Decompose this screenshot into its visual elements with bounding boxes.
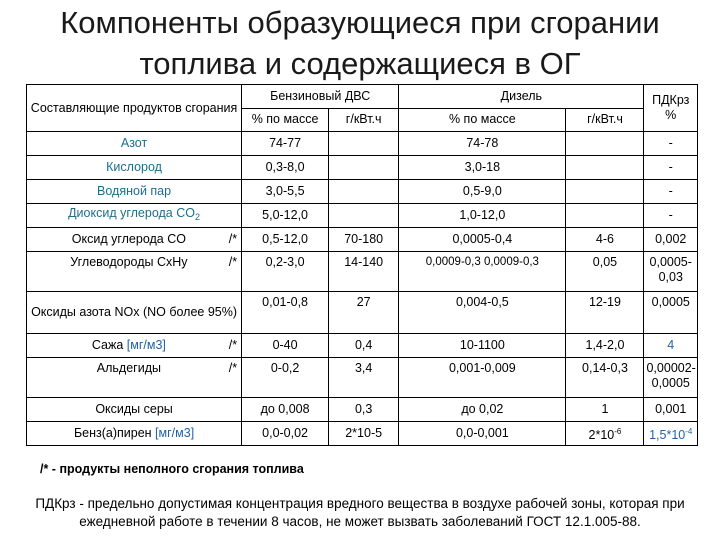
petrol-pct-cell: 0,3-8,0 bbox=[242, 156, 329, 180]
row-label: Кислород bbox=[27, 156, 242, 180]
table-row bbox=[27, 132, 698, 156]
header-pdk bbox=[644, 85, 698, 132]
diesel-g-cell: 0,14-0,3 bbox=[566, 358, 644, 398]
diesel-pct-cell: 10-1100 bbox=[399, 334, 566, 358]
title-line-2: топлива и содержащиеся в ОГ bbox=[139, 46, 581, 81]
table-row bbox=[27, 334, 698, 358]
incomplete-combustion-mark: /* bbox=[228, 232, 238, 246]
diesel-pct-cell: 0,0005-0,4 bbox=[399, 228, 566, 252]
slide-title bbox=[0, 2, 720, 84]
petrol-pct-cell: 0-0,2 bbox=[242, 358, 329, 398]
pdk-cell: - bbox=[644, 204, 698, 228]
petrol-pct-cell: 0,01-0,8 bbox=[242, 292, 329, 334]
incomplete-combustion-mark: /* bbox=[228, 338, 238, 352]
table-row bbox=[27, 228, 698, 252]
row-label bbox=[27, 252, 242, 292]
pdk-definition-footer: ПДКрз - предельно допустимая концентрация вредного вещества в воздухе рабочей зоны, которая при ежедневной работе в течении 8 часов, не может вызвать заболеваний ГОСТ 12.1.005-88. bbox=[35, 496, 685, 529]
petrol-g-cell: 0,4 bbox=[329, 334, 399, 358]
header-diesel-pct: % по массе bbox=[399, 108, 566, 132]
petrol-pct-cell: 5,0-12,0 bbox=[242, 204, 329, 228]
diesel-g-value: 2*10 bbox=[588, 428, 615, 442]
header-diesel: Дизель bbox=[399, 85, 644, 109]
petrol-g-cell bbox=[329, 132, 399, 156]
table-row bbox=[27, 204, 698, 228]
diesel-pct-cell: до 0,02 bbox=[399, 398, 566, 422]
petrol-pct-cell: 0,5-12,0 bbox=[242, 228, 329, 252]
table-row bbox=[27, 180, 698, 204]
pdk-cell: 0,00002-0,0005 bbox=[644, 358, 698, 398]
petrol-pct-cell: 0,2-3,0 bbox=[242, 252, 329, 292]
pdk-exponent: -4 bbox=[685, 427, 693, 436]
header-pdk-unit: % bbox=[665, 108, 677, 122]
petrol-g-cell bbox=[329, 204, 399, 228]
row-label-text: Бенз(а)пирен bbox=[73, 426, 152, 440]
pdk-cell: 0,0005-0,03 bbox=[644, 252, 698, 292]
header-pdk-label: ПДКрз bbox=[652, 93, 690, 107]
header-component: Составляющие продуктов сгорания bbox=[27, 85, 242, 132]
row-label: Оксиды серы bbox=[27, 398, 242, 422]
row-label-text: Диоксид углерода CO bbox=[68, 206, 195, 220]
row-label: Оксиды азота NOx (NO более 95%) bbox=[27, 292, 242, 334]
diesel-pct-cell: 0,004-0,5 bbox=[399, 292, 566, 334]
diesel-g-cell bbox=[566, 132, 644, 156]
petrol-pct-cell: 74-77 bbox=[242, 132, 329, 156]
header-row-1 bbox=[27, 85, 698, 109]
combustion-components-table bbox=[26, 84, 698, 446]
header-petrol: Бензиновый ДВС bbox=[242, 85, 399, 109]
diesel-g-cell bbox=[566, 204, 644, 228]
petrol-pct-cell: 0,0-0,02 bbox=[242, 422, 329, 446]
header-petrol-g: г/кВт.ч bbox=[329, 108, 399, 132]
pdk-cell: 4 bbox=[644, 334, 698, 358]
diesel-g-cell: 1 bbox=[566, 398, 644, 422]
pdk-cell: 0,0005 bbox=[644, 292, 698, 334]
table-row bbox=[27, 422, 698, 446]
incomplete-combustion-mark: /* bbox=[228, 255, 238, 269]
table-row bbox=[27, 292, 698, 334]
petrol-g-cell: 27 bbox=[329, 292, 399, 334]
diesel-g-cell bbox=[566, 422, 644, 446]
diesel-pct-cell: 0,0009-0,3 0,0009-0,3 bbox=[399, 252, 566, 292]
diesel-pct-cell: 0,001-0,009 bbox=[399, 358, 566, 398]
petrol-g-cell: 14-140 bbox=[329, 252, 399, 292]
petrol-pct-cell: до 0,008 bbox=[242, 398, 329, 422]
row-label bbox=[27, 228, 242, 252]
pdk-cell: 0,002 bbox=[644, 228, 698, 252]
row-label bbox=[27, 422, 242, 446]
diesel-pct-cell: 0,0-0,001 bbox=[399, 422, 566, 446]
pdk-cell: - bbox=[644, 180, 698, 204]
pdk-cell bbox=[644, 422, 698, 446]
diesel-g-cell bbox=[566, 180, 644, 204]
diesel-pct-cell: 1,0-12,0 bbox=[399, 204, 566, 228]
row-label-unit: [мг/м3] bbox=[126, 338, 166, 352]
incomplete-combustion-mark: /* bbox=[228, 361, 238, 375]
row-label bbox=[27, 334, 242, 358]
petrol-g-cell: 70-180 bbox=[329, 228, 399, 252]
diesel-g-cell: 4-6 bbox=[566, 228, 644, 252]
footnote-incomplete-combustion: /* - продукты неполного сгорания топлива bbox=[40, 462, 304, 476]
row-label-unit: [мг/м3] bbox=[155, 426, 195, 440]
row-label: Водяной пар bbox=[27, 180, 242, 204]
table-row bbox=[27, 252, 698, 292]
petrol-g-cell bbox=[329, 180, 399, 204]
diesel-g-exponent: -6 bbox=[614, 427, 622, 436]
header-petrol-pct: % по массе bbox=[242, 108, 329, 132]
diesel-pct-cell: 3,0-18 bbox=[399, 156, 566, 180]
petrol-g-cell bbox=[329, 156, 399, 180]
diesel-g-cell: 1,4-2,0 bbox=[566, 334, 644, 358]
pdk-value: 1,5*10 bbox=[649, 428, 686, 442]
petrol-g-cell: 2*10-5 bbox=[329, 422, 399, 446]
diesel-g-cell: 0,05 bbox=[566, 252, 644, 292]
header-diesel-g: г/кВт.ч bbox=[566, 108, 644, 132]
diesel-g-cell: 12-19 bbox=[566, 292, 644, 334]
row-label bbox=[27, 358, 242, 398]
diesel-pct-cell: 74-78 bbox=[399, 132, 566, 156]
table-row bbox=[27, 398, 698, 422]
petrol-g-cell: 0,3 bbox=[329, 398, 399, 422]
row-label-text: Сажа bbox=[91, 338, 124, 352]
row-label-subscript: 2 bbox=[194, 212, 200, 222]
row-label-text: Альдегиды bbox=[96, 361, 161, 375]
table-row bbox=[27, 358, 698, 398]
row-label bbox=[27, 204, 242, 228]
petrol-pct-cell: 3,0-5,5 bbox=[242, 180, 329, 204]
petrol-g-cell: 3,4 bbox=[329, 358, 399, 398]
diesel-pct-cell: 0,5-9,0 bbox=[399, 180, 566, 204]
diesel-g-cell bbox=[566, 156, 644, 180]
pdk-cell: - bbox=[644, 132, 698, 156]
table-row bbox=[27, 156, 698, 180]
pdk-cell: - bbox=[644, 156, 698, 180]
row-label: Азот bbox=[27, 132, 242, 156]
petrol-pct-cell: 0-40 bbox=[242, 334, 329, 358]
pdk-cell: 0,001 bbox=[644, 398, 698, 422]
row-label-text: Оксид углерода CO bbox=[71, 232, 186, 246]
row-label-text: Углеводороды CxHy bbox=[70, 255, 188, 269]
title-line-1: Компоненты образующиеся при сгорании bbox=[60, 5, 660, 40]
